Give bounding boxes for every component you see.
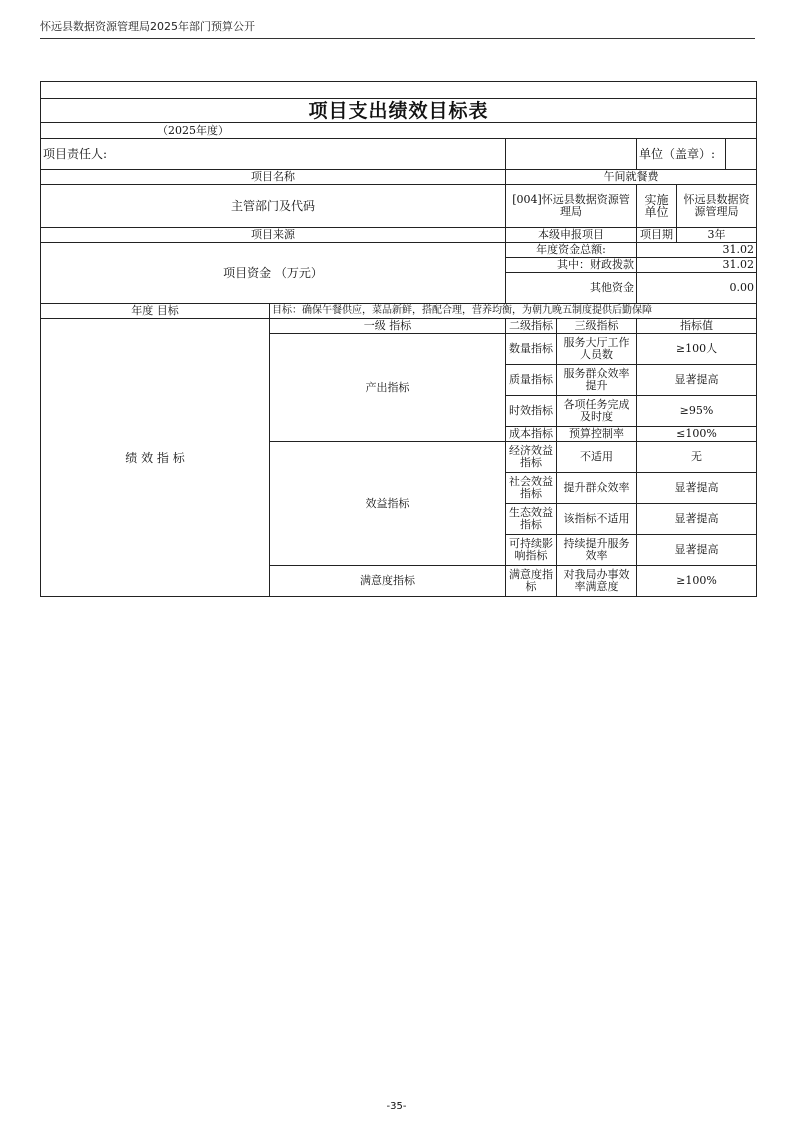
- row-l3: 对我局办事效率满意度: [557, 566, 637, 597]
- goal-text: 目标：确保午餐供应，菜品新鲜，搭配合理，营养均衡，为朝九晚五制度提供后勤保障: [270, 304, 757, 319]
- funds-fiscal-label: 其中：财政拨款: [506, 258, 637, 273]
- row-l3: 持续提升服务效率: [557, 535, 637, 566]
- source-value: 本级申报项目: [506, 228, 637, 243]
- period-value: 3年: [677, 228, 757, 243]
- unit-seal-value: [726, 139, 757, 170]
- blank-row: [41, 82, 757, 99]
- impl-unit-value: 怀远县数据资源管理局: [677, 185, 757, 228]
- row-l2: 生态效益指标: [506, 504, 557, 535]
- funds-label: 项目资金 （万元）: [41, 243, 506, 304]
- row-l3: 服务大厅工作人员数: [557, 334, 637, 365]
- row-value: 无: [637, 442, 757, 473]
- responsible-value: [506, 139, 637, 170]
- output-indicator-label: 产出指标: [270, 334, 506, 442]
- row-l3: 该指标不适用: [557, 504, 637, 535]
- project-name-value: 午间就餐费: [506, 170, 757, 185]
- row-l2: 社会效益指标: [506, 473, 557, 504]
- performance-goal-table: [40, 81, 757, 597]
- row-l2: 数量指标: [506, 334, 557, 365]
- row-l2: 满意度指标: [506, 566, 557, 597]
- row-l2: 经济效益指标: [506, 442, 557, 473]
- dept-label: 主管部门及代码: [41, 185, 506, 228]
- satisfaction-indicator-label: 满意度指标: [270, 566, 506, 597]
- row-value: 显著提高: [637, 504, 757, 535]
- row-value: ≥100人: [637, 334, 757, 365]
- dept-value: [004]怀远县数据资源管理局: [506, 185, 637, 228]
- row-value: 显著提高: [637, 365, 757, 396]
- row-value: ≤100%: [637, 427, 757, 442]
- row-l3: 预算控制率: [557, 427, 637, 442]
- row-l2: 时效指标: [506, 396, 557, 427]
- perf-label: 绩 效 指 标: [41, 319, 270, 597]
- col-level1: 一级 指标: [270, 319, 506, 334]
- row-l3: 服务群众效率提升: [557, 365, 637, 396]
- row-value: ≥100%: [637, 566, 757, 597]
- col-level2: 二级指标: [506, 319, 557, 334]
- funds-fiscal-value: 31.02: [637, 258, 757, 273]
- unit-seal-label: 单位（盖章）:: [637, 139, 726, 170]
- project-name-label: 项目名称: [41, 170, 506, 185]
- row-value: 显著提高: [637, 473, 757, 504]
- period-label: 项目期: [637, 228, 677, 243]
- col-value: 指标值: [637, 319, 757, 334]
- row-value: 显著提高: [637, 535, 757, 566]
- row-l3: 各项任务完成及时度: [557, 396, 637, 427]
- funds-other-label: 其他资金: [506, 273, 637, 304]
- goal-label: 年度 目标: [41, 304, 270, 319]
- funds-total-value: 31.02: [637, 243, 757, 258]
- page-header: 怀远县数据资源管理局2025年部门预算公开: [40, 20, 255, 33]
- source-label: 项目来源: [41, 228, 506, 243]
- col-level3: 三级指标: [557, 319, 637, 334]
- row-l3: 不适用: [557, 442, 637, 473]
- responsible-label: 项目责任人:: [41, 139, 506, 170]
- table-year: （2025年度）: [41, 123, 757, 139]
- row-l2: 成本指标: [506, 427, 557, 442]
- header-rule: [40, 38, 755, 39]
- funds-total-label: 年度资金总额:: [506, 243, 637, 258]
- table-title: 项目支出绩效目标表: [41, 99, 757, 123]
- page-number: -35-: [386, 1101, 407, 1112]
- funds-other-value: 0.00: [637, 273, 757, 304]
- row-l2: 质量指标: [506, 365, 557, 396]
- row-l2: 可持续影响指标: [506, 535, 557, 566]
- row-value: ≥95%: [637, 396, 757, 427]
- impl-unit-label: 实施单位: [637, 185, 677, 228]
- benefit-indicator-label: 效益指标: [270, 442, 506, 566]
- row-l3: 提升群众效率: [557, 473, 637, 504]
